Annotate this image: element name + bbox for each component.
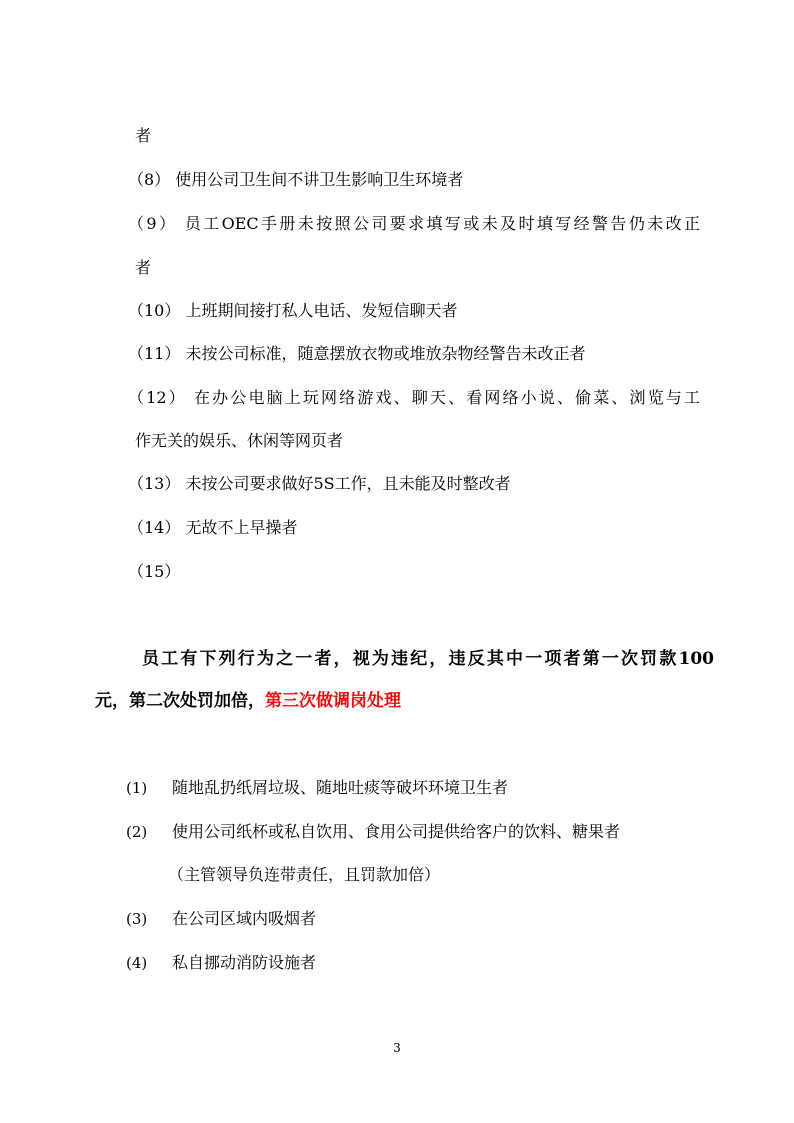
list-item-12-continuation: 作无关的娱乐、休闲等网页者 (135, 431, 344, 450)
list2-item-2-number: (2) (126, 823, 148, 841)
list-item-15: （15） (128, 562, 181, 581)
list2-item-4-text: 私自挪动消防设施者 (172, 953, 317, 972)
rule-paragraph-line-1: 员工有下列行为之一者，视为违纪，违反其中一项者第一次罚款100 (142, 649, 714, 669)
rule-highlight-text: 第三次做调岗处理 (265, 691, 401, 711)
list-item-12: （12） 在办公电脑上玩网络游戏、聊天、看网络小说、偷菜、浏览与工 (128, 388, 700, 407)
rule-paragraph-line-2 (95, 690, 401, 712)
list2-item-3-text: 在公司区域内吸烟者 (172, 909, 317, 928)
list2-item-4-number: (4) (126, 954, 148, 972)
list2-item-3-number: (3) (126, 910, 148, 928)
list-item-continuation: 者 (135, 126, 152, 145)
list-item-9: （9） 员工OEC手册未按照公司要求填写或未及时填写经警告仍未改正 (128, 214, 700, 233)
list2-item-1-number: (1) (126, 779, 148, 797)
list-item-9-continuation: 者 (135, 258, 152, 277)
list2-item-1-text: 随地乱扔纸屑垃圾、随地吐痰等破坏环境卫生者 (172, 778, 509, 797)
rule-text: 元，第二次处罚加倍， (95, 691, 265, 711)
list2-item-2-note: （主管领导负连带责任，且罚款加倍） (168, 865, 441, 884)
list-item-11: （11） 未按公司标准，随意摆放衣物或堆放杂物经警告未改正者 (128, 344, 586, 363)
list-item-10: （10） 上班期间接打私人电话、发短信聊天者 (128, 301, 458, 320)
page-number: 3 (393, 1041, 401, 1055)
list2-item-2-text: 使用公司纸杯或私自饮用、食用公司提供给客户的饮料、糖果者 (172, 822, 621, 841)
list-item-14: （14） 无故不上早操者 (128, 518, 298, 537)
list-item-13: （13） 未按公司要求做好5S工作，且未能及时整改者 (128, 474, 511, 493)
list-item-8: （8） 使用公司卫生间不讲卫生影响卫生环境者 (128, 170, 464, 189)
